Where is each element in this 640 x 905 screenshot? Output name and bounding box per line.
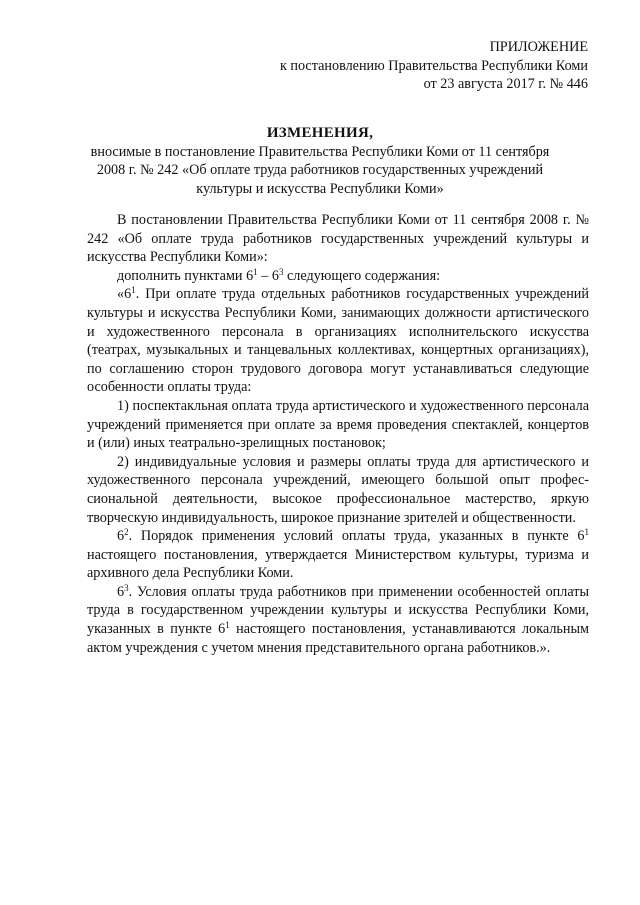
addition-text: – 6 (257, 267, 279, 284)
addition-paragraph (87, 267, 589, 286)
appendix-header (280, 38, 588, 94)
point-text: . При оплате труда отдельных работников государственных учреждений культуры и искусства Республики Коми, занимающих должности артистического и художественного персонала в организациях исполнительского искусства (театрах, музыкальных и танцевальных коллективах, концертных организациях), по соглашению сторон трудового договора могут устанавливаться следующие особенности оплаты труда: (87, 286, 589, 396)
appendix-label: ПРИЛОЖЕНИЕ (489, 39, 588, 55)
appendix-resolution-ref: к постановлению Правительства Республики Коми (279, 57, 588, 74)
point-number: 6 (117, 528, 125, 545)
subitem-1-paragraph: 1) поспектакльная оплата труда артистического и художественного персонала учреждений применяется при оплате за время проведения спектаклей, концертов и (или) иных театрально-зрелищных постановок; (87, 397, 589, 452)
superscript: 3 (124, 582, 129, 593)
point-text: настоящего постановления, устанавливаются локальным актом учреждения с учетом мнения представительного органа работников.». (87, 621, 589, 656)
point-text: . Порядок применения условий оплаты труда, указанных в пункте 6 (128, 528, 585, 545)
superscript: 1 (131, 285, 136, 296)
subtitle-line-3: культуры и искусства Республики Коми» (196, 180, 444, 197)
subitem-2-paragraph: 2) индивидуальные условия и размеры оплаты труда для артистического и художественного персонала учреждений, имеющего большой опыт профессиональной деятельности, высокое профессиональное мастерство, яркую творческую индивидуальность, широкое признание зрителей и общественности. (87, 453, 589, 526)
superscript: 1 (584, 527, 589, 538)
appendix-date-number: от 23 августа 2017 г. № 446 (423, 76, 588, 93)
addition-text: дополнить пунктами 6 (117, 267, 254, 284)
intro-paragraph: В постановлении Правительства Республики Коми от 11 сентября 2008 г. № 242 «Об оплате труда работников государственных учреждений культуры и искусства Республики Коми»: (87, 212, 589, 266)
superscript: 1 (225, 620, 230, 631)
document-body (87, 211, 589, 657)
point-number: «6 (117, 286, 132, 303)
point-6-1-paragraph (87, 285, 589, 397)
subtitle-line-1: вносимые в постановление Правительства Республики Коми от 11 сентября (90, 143, 550, 160)
point-number: 6 (117, 583, 125, 600)
point-text: . Условия оплаты труда работников при применении особенностей оплаты труда в государственном учреждении культуры и искусства Республики Коми, указанных в пункте 6 (87, 583, 589, 638)
document-title: ИЗМЕНЕНИЯ, (266, 125, 374, 141)
superscript: 2 (124, 527, 129, 538)
title-block (40, 124, 600, 198)
point-text: настоящего постановления, утверждается Министерством культуры, туризма и архивного дела Республики Коми. (87, 546, 589, 582)
point-6-2-paragraph (87, 527, 589, 583)
point-6-3-paragraph (87, 583, 589, 657)
superscript: 3 (278, 266, 284, 277)
subtitle-line-2: 2008 г. № 242 «Об оплате труда работников государственных учреждений (96, 162, 544, 179)
superscript: 1 (253, 266, 258, 277)
addition-text: следующего содержания: (283, 267, 441, 284)
